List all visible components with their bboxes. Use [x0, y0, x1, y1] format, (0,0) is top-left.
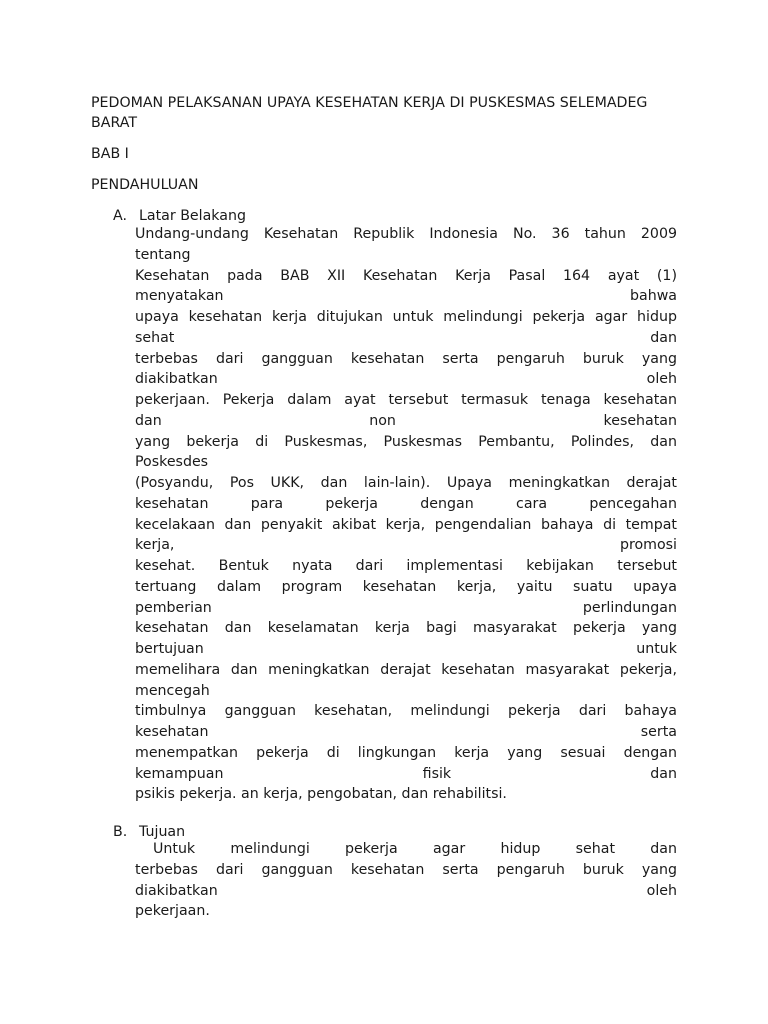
paragraph-line: terbebas dari gangguan kesehatan serta pengaruh buruk yang	[135, 861, 677, 878]
paragraph-line: terbebas dari gangguan kesehatan serta pengaruh buruk yang	[135, 350, 677, 367]
chapter-title: PENDAHULUAN	[91, 177, 199, 193]
paragraph-line: mencegah	[135, 682, 210, 699]
paragraph-line: kesehatan serta	[135, 724, 677, 740]
paragraph-line: pemberian perlindungan	[135, 599, 677, 616]
paragraph-line: pekerjaan.	[135, 903, 210, 920]
paragraph-line: timbulnya gangguan kesehatan, melindungi pekerja dari bahaya	[135, 703, 677, 720]
paragraph-line: (Posyandu, Pos UKK, dan lain-lain). Upaya meningkatkan derajat	[135, 475, 677, 491]
chapter-number: BAB I	[91, 146, 129, 162]
section-a-heading	[113, 206, 246, 226]
section-a-body	[135, 224, 677, 805]
paragraph-line: Poskesdes	[135, 454, 209, 471]
section-a-title: Latar Belakang	[139, 208, 246, 224]
paragraph-line: tertuang dalam program kesehatan kerja, yaitu suatu upaya	[135, 578, 677, 595]
paragraph-line: kecelakaan dan penyakit akibat kerja, pengendalian bahaya di tempat	[135, 516, 677, 533]
paragraph-line: diakibatkan oleh	[135, 371, 677, 388]
paragraph-line: kesehatan para pekerja dengan cara pencegahan	[135, 495, 677, 512]
paragraph-line: upaya kesehatan kerja ditujukan untuk melindungi pekerja agar hidup	[135, 309, 677, 325]
paragraph-line: kesehat. Bentuk nyata dari implementasi kebijakan tersebut	[135, 558, 677, 574]
paragraph-line: Untuk melindungi pekerja agar hidup sehat dan	[153, 841, 677, 857]
section-b-letter: B.	[113, 824, 128, 840]
paragraph-line: tentang	[135, 246, 191, 263]
paragraph-line: menempatkan pekerja di lingkungan kerja yang sesuai dengan	[135, 744, 677, 761]
paragraph-line: kemampuan fisik dan	[135, 765, 677, 782]
section-b-title: Tujuan	[139, 824, 186, 840]
paragraph-line: menyatakan bahwa	[135, 288, 677, 305]
paragraph-line: bertujuan untuk	[135, 641, 677, 657]
paragraph-line: Kesehatan pada BAB XII Kesehatan Kerja Pasal 164 ayat (1)	[135, 267, 677, 284]
paragraph-line: kesehatan dan keselamatan kerja bagi masyarakat pekerja yang	[135, 620, 677, 637]
paragraph-line: yang bekerja di Puskesmas, Puskesmas Pembantu, Polindes, dan	[135, 433, 677, 450]
paragraph-line: psikis pekerja. an kerja, pengobatan, dan rehabilitsi.	[135, 786, 507, 803]
section-a-letter: A.	[113, 208, 127, 224]
paragraph-line: dan non kesehatan	[135, 412, 677, 429]
paragraph-line: kerja, promosi	[135, 537, 677, 554]
paragraph-line: pekerjaan. Pekerja dalam ayat tersebut termasuk tenaga kesehatan	[135, 392, 677, 408]
section-b-body	[135, 839, 677, 922]
paragraph-line: Undang-undang Kesehatan Republik Indonesia No. 36 tahun 2009	[135, 226, 677, 242]
paragraph-line: diakibatkan oleh	[135, 882, 677, 899]
paragraph-line: sehat dan	[135, 329, 677, 346]
paragraph-line: memelihara dan meningkatkan derajat kesehatan masyarakat pekerja,	[135, 661, 677, 678]
document-title: PEDOMAN PELAKSANAN UPAYA KESEHATAN KERJA DI PUSKESMAS SELEMADEG BARAT	[91, 95, 648, 131]
